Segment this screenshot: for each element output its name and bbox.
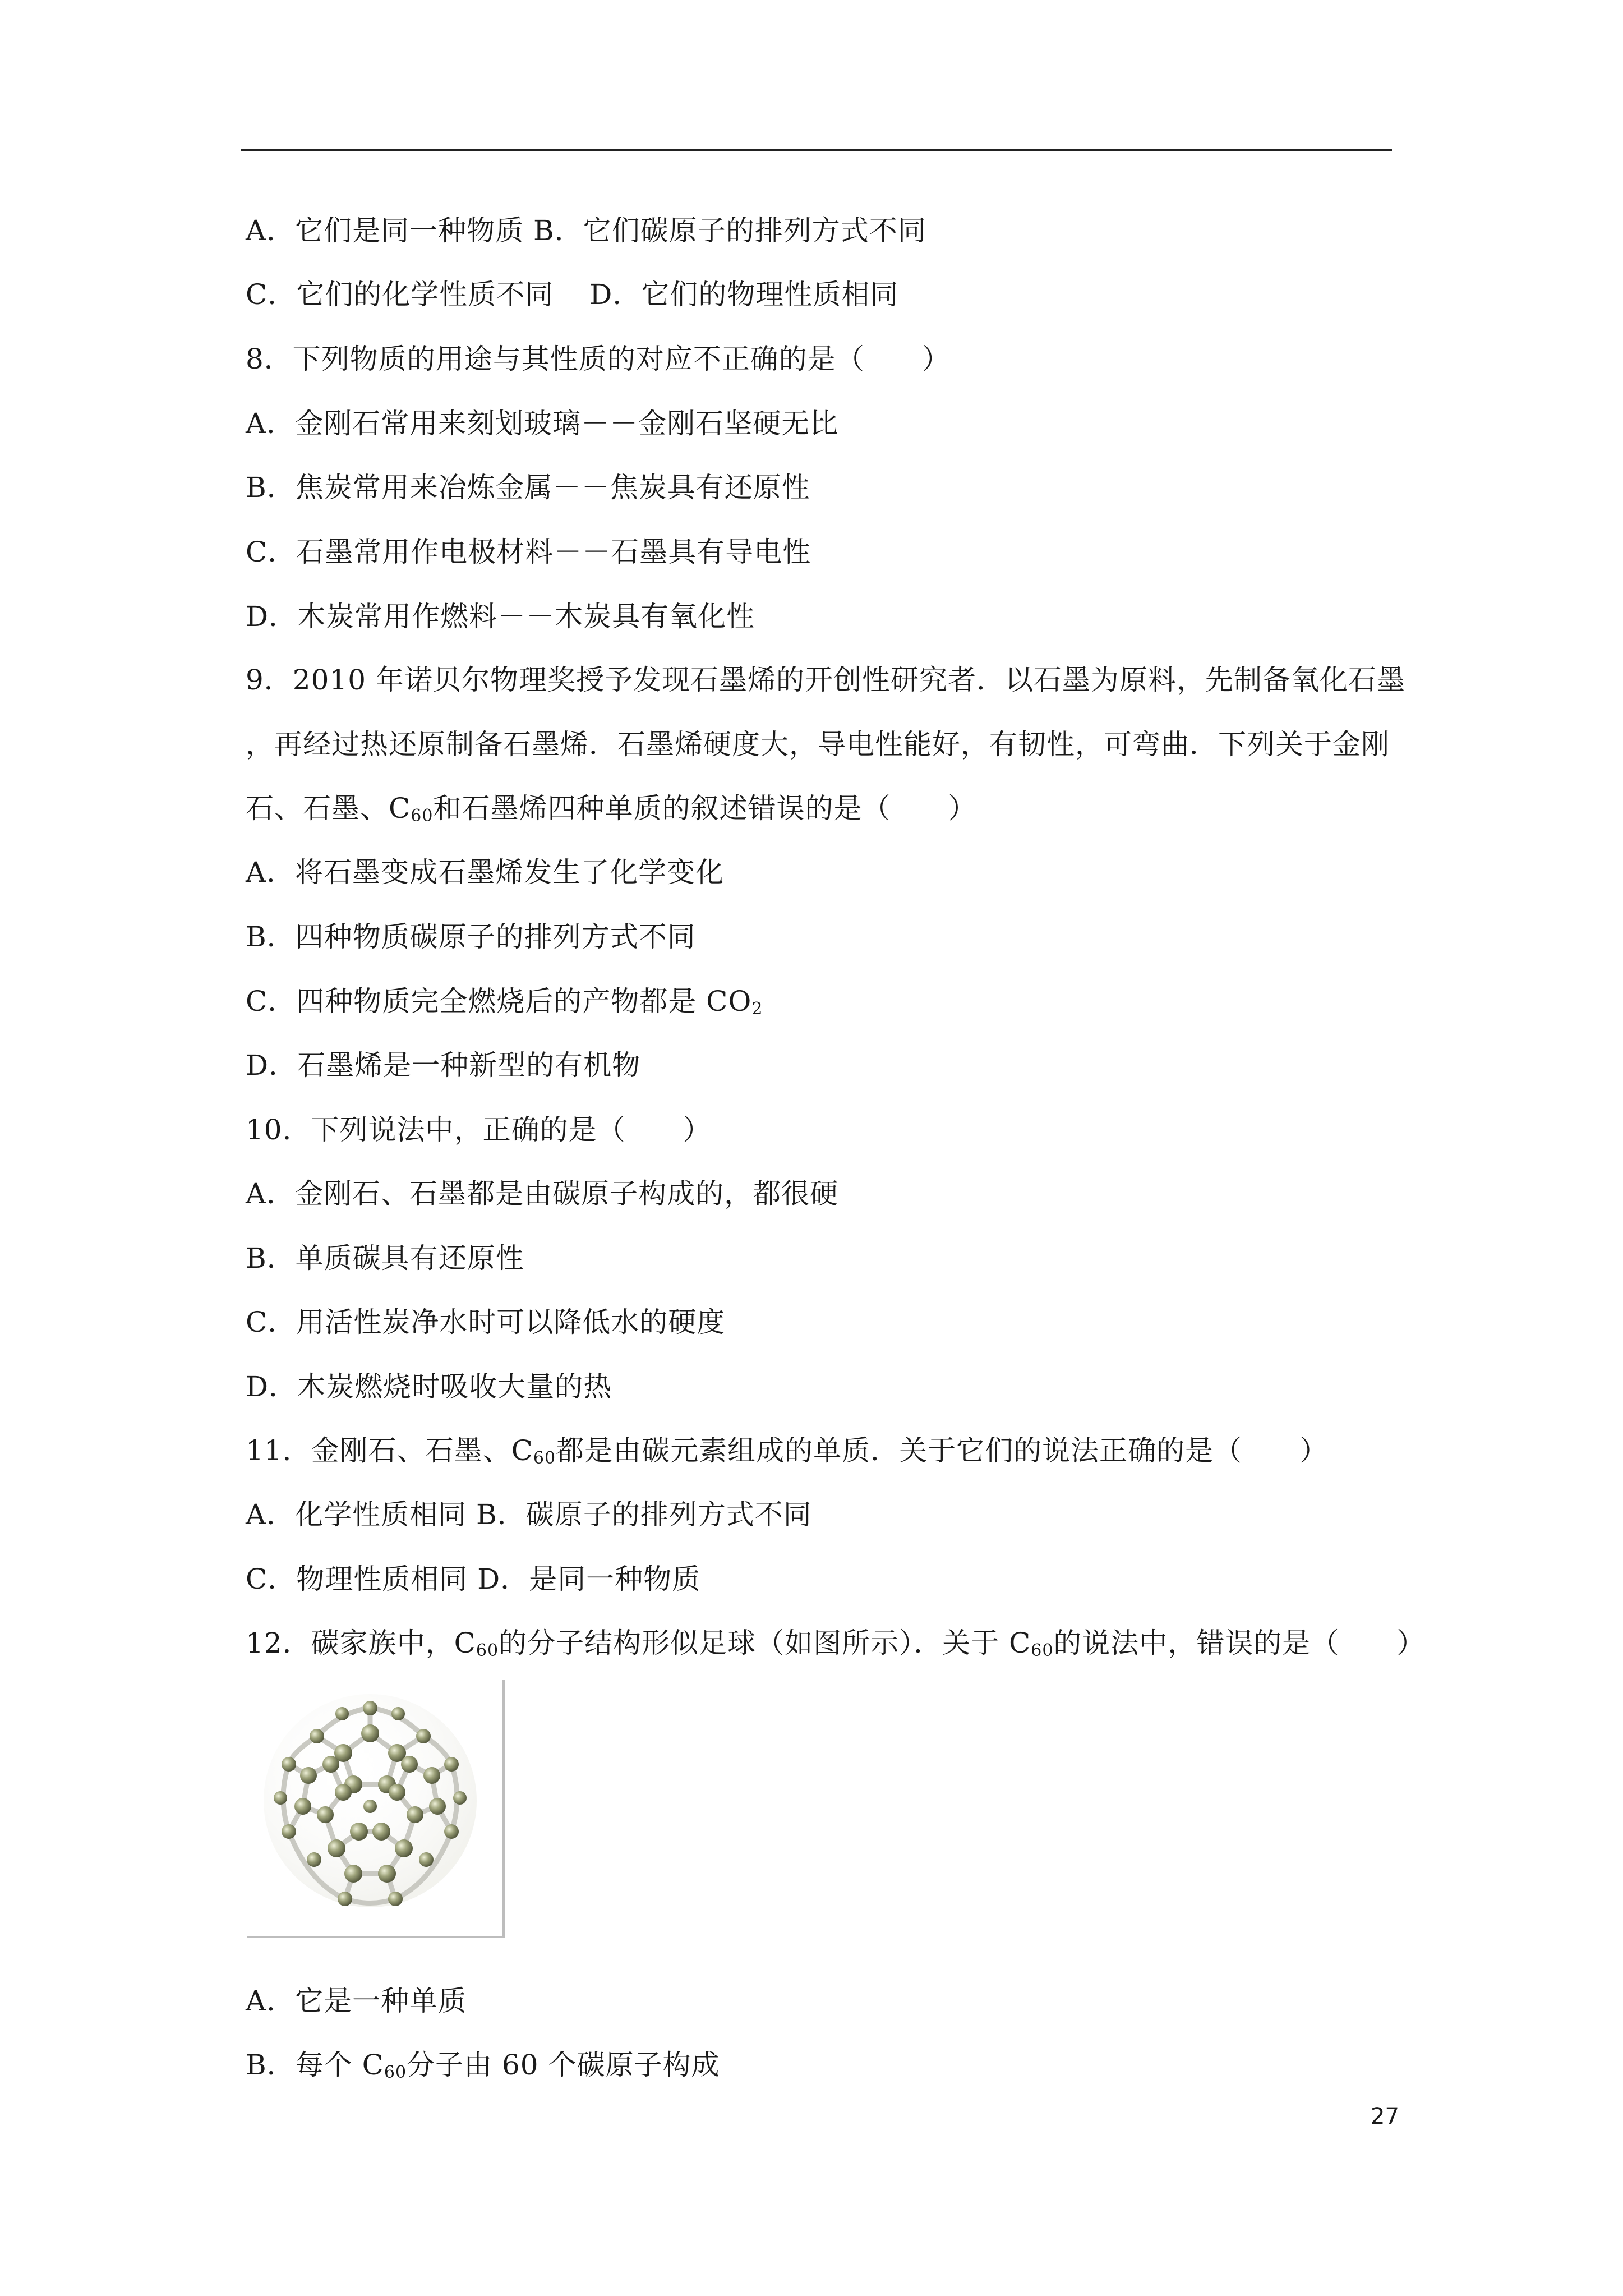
q8-option-b: B．焦炭常用来冶炼金属－－焦炭具有还原性 bbox=[246, 471, 810, 504]
q11-option-cd: C．物理性质相同 D．是同一种物质 bbox=[246, 1563, 701, 1595]
q8-option-a: A．金刚石常用来刻划玻璃－－金刚石坚硬无比 bbox=[246, 407, 839, 440]
q10-option-b: B．单质碳具有还原性 bbox=[246, 1242, 524, 1274]
subscript: 60 bbox=[384, 2063, 407, 2082]
q8-option-c: C．石墨常用作电极材料－－石墨具有导电性 bbox=[246, 536, 811, 568]
page-number: 27 bbox=[1371, 2104, 1399, 2129]
q12-stem-text-2: 的分子结构形似足球（如图所示）．关于 C bbox=[499, 1627, 1031, 1659]
q12-stem-text-3: 的说法中，错误的是（ ） bbox=[1053, 1627, 1426, 1659]
q9-stem-line1: 9．2010 年诺贝尔物理奖授予发现石墨烯的开创性研究者．以石墨为原料，先制备氧化石墨 bbox=[246, 664, 1405, 696]
q9-option-b: B．四种物质碳原子的排列方式不同 bbox=[246, 921, 696, 953]
q7-option-d: D．它们的物理性质相同 bbox=[589, 278, 899, 311]
q12-option-b bbox=[246, 2045, 720, 2085]
subscript: 60 bbox=[476, 1641, 499, 1660]
q7-option-cd bbox=[246, 275, 898, 314]
q12-option-b-text: B．每个 C bbox=[246, 2049, 384, 2081]
subscript: 2 bbox=[751, 999, 763, 1019]
q9-option-d: D．石墨烯是一种新型的有机物 bbox=[246, 1049, 641, 1082]
c60-molecule-figure bbox=[247, 1680, 505, 1938]
q10-stem: 10．下列说法中，正确的是（ ） bbox=[246, 1114, 712, 1146]
q11-stem-text: 11．金刚石、石墨、C bbox=[246, 1434, 533, 1467]
figure-border-right bbox=[502, 1680, 505, 1938]
q10-option-d: D．木炭燃烧时吸收大量的热 bbox=[246, 1370, 612, 1403]
q11-option-ab: A．化学性质相同 B．碳原子的排列方式不同 bbox=[246, 1498, 812, 1531]
c60-fullerene-icon bbox=[247, 1680, 494, 1927]
subscript: 60 bbox=[411, 806, 434, 826]
q9-stem-line3 bbox=[246, 789, 976, 828]
q8-stem: 8．下列物质的用途与其性质的对应不正确的是（ ） bbox=[246, 343, 951, 375]
q12-option-b-text-2: 分子由 60 个碳原子构成 bbox=[407, 2049, 720, 2081]
q12-option-a: A．它是一种单质 bbox=[246, 1985, 467, 2017]
q9-stem-text: 石、石墨、C bbox=[246, 792, 411, 825]
figure-border-bottom bbox=[247, 1936, 505, 1938]
q9-option-c-text: C．四种物质完全燃烧后的产物都是 CO bbox=[246, 985, 752, 1018]
q12-stem-text: 12．碳家族中，C bbox=[246, 1627, 476, 1659]
q9-stem-line2: ，再经过热还原制备石墨烯．石墨烯硬度大，导电性能好，有韧性，可弯曲．下列关于金刚 bbox=[246, 728, 1390, 761]
subscript: 60 bbox=[533, 1448, 556, 1468]
q9-stem-text-2: 和石墨烯四种单质的叙述错误的是（ ） bbox=[433, 792, 977, 825]
header-rule bbox=[241, 149, 1392, 151]
q7-option-c: C．它们的化学性质不同 bbox=[246, 278, 554, 311]
q10-option-c: C．用活性炭净水时可以降低水的硬度 bbox=[246, 1306, 726, 1338]
q7-option-ab: A．它们是同一种物质 B．它们碳原子的排列方式不同 bbox=[246, 214, 926, 247]
q9-option-c bbox=[246, 982, 763, 1021]
q11-stem bbox=[246, 1431, 1328, 1470]
q8-option-d: D．木炭常用作燃料－－木炭具有氧化性 bbox=[246, 600, 755, 633]
q12-stem bbox=[246, 1623, 1425, 1663]
q11-stem-text-2: 都是由碳元素组成的单质．关于它们的说法正确的是（ ） bbox=[556, 1434, 1329, 1467]
q9-option-a: A．将石墨变成石墨烯发生了化学变化 bbox=[246, 856, 725, 889]
subscript: 60 bbox=[1031, 1641, 1054, 1660]
q10-option-a: A．金刚石、石墨都是由碳原子构成的，都很硬 bbox=[246, 1177, 839, 1210]
